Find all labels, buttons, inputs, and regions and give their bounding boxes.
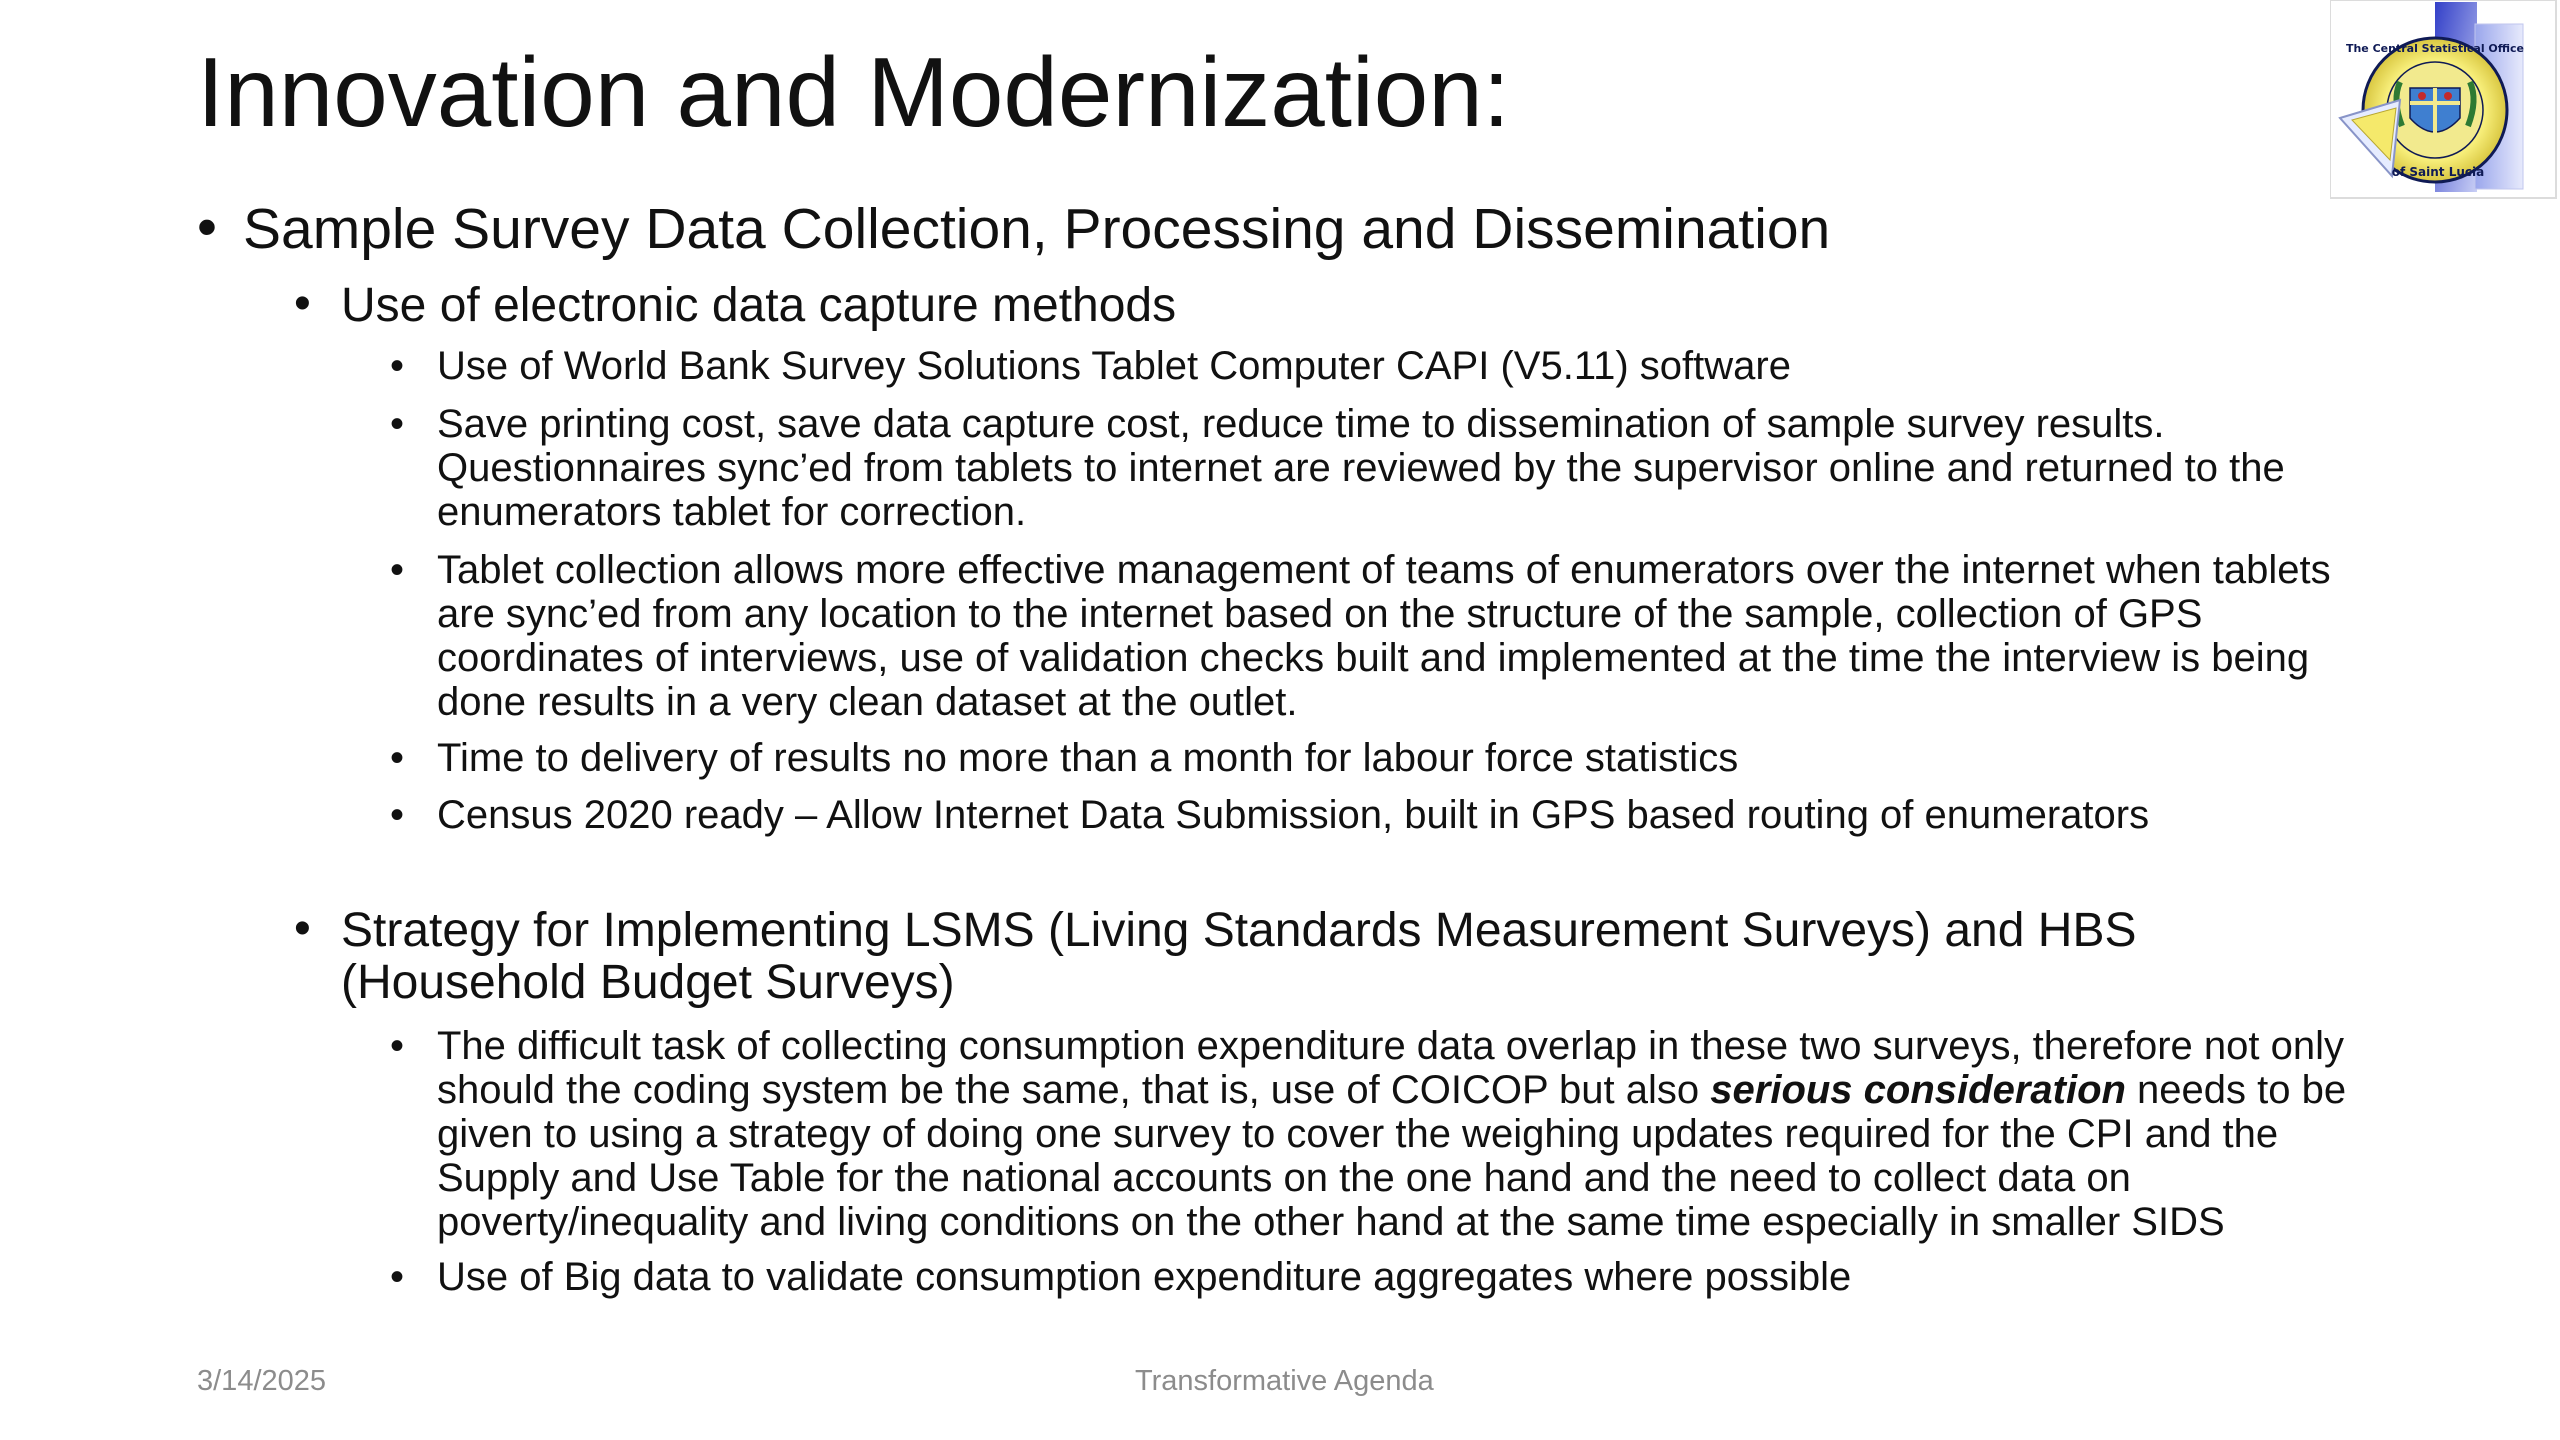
bullet-dot: •: [390, 736, 405, 780]
bullet-dot: •: [390, 1024, 405, 1068]
bullet-text: Census 2020 ready – Allow Internet Data Submission, built in GPS based routing of enumerators: [437, 793, 2150, 837]
bullet-census-2020: [390, 793, 2390, 837]
bullet-text: Save printing cost, save data capture cost, reduce time to dissemination of sample survey results. Questionnaires sync’ed from tablets to internet are reviewed by the supervisor online and returned to the enumerators tablet for correction.: [437, 402, 2285, 534]
bullet-text: Use of Big data to validate consumption expenditure aggregates where possible: [437, 1255, 1852, 1299]
bullet-big-data: [390, 1255, 2390, 1299]
bullet-time-delivery: [390, 736, 2390, 780]
bullet-dot: •: [390, 402, 405, 446]
bullet-save-cost: [390, 402, 2390, 534]
serious-consideration-emphasis: serious consideration: [1710, 1068, 2126, 1112]
bullet-survey-solutions: [390, 344, 2390, 388]
bullet-dot: •: [294, 902, 311, 955]
svg-text:of Saint Lucia: of Saint Lucia: [2391, 165, 2485, 179]
footer-date: 3/14/2025: [197, 1365, 327, 1397]
bullet-dot: •: [197, 195, 217, 259]
bullet-text: Use of World Bank Survey Solutions Tablet Computer CAPI (V5.11) software: [437, 344, 1791, 388]
bullet-electronic-capture: [294, 277, 2394, 332]
bullet-dot: •: [390, 548, 405, 592]
difficult-task-text-before: The difficult task of collecting consumption expenditure data overlap in these two surveys, therefore not only should the coding system be the same, that is, use of COICOP but also: [437, 1024, 2344, 1112]
bullet-strategy-lsms: [294, 902, 2194, 1009]
slide-title: Innovation and Modernization:: [197, 37, 1510, 147]
svg-text:The Central Statistical Office: The Central Statistical Office: [2345, 42, 2525, 55]
logo: [2330, 0, 2558, 200]
bullet-dot: •: [294, 277, 311, 330]
footer-title: Transformative Agenda: [1135, 1365, 1434, 1397]
bullet-sample-survey: [197, 195, 2397, 261]
bullet-text: [437, 1024, 2390, 1244]
bullet-text: Use of electronic data capture methods: [341, 279, 1177, 332]
difficult-task-text-after: needs to be given to using a strategy of doing one survey to cover the weighing updates required for the CPI and the Supply and Use Table for the national accounts on the one hand and the need to collect data on poverty/inequality and living conditions on the other hand at the same time especially in smaller SIDS: [437, 1068, 2347, 1244]
bullet-dot: •: [390, 1255, 405, 1299]
bullet-dot: •: [390, 344, 405, 388]
bullet-text: Time to delivery of results no more than a month for labour force statistics: [437, 736, 1739, 780]
statistical-office-logo-icon: [2330, 0, 2558, 200]
bullet-text: Strategy for Implementing LSMS (Living Standards Measurement Surveys) and HBS (Household Budget Surveys): [341, 904, 2137, 1009]
bullet-tablet-collection: [390, 548, 2390, 724]
bullet-dot: •: [390, 793, 405, 837]
bullet-text: Tablet collection allows more effective management of teams of enumerators over the internet when tablets are sync’ed from any location to the internet based on the structure of the sample, collection of GPS coordinates of interviews, use of validation checks built and implemented at the time the interview is being done results in a very clean dataset at the outlet.: [437, 548, 2331, 724]
bullet-text: Sample Survey Data Collection, Processing and Dissemination: [243, 197, 1831, 261]
bullet-difficult-task: [390, 1024, 2390, 1244]
